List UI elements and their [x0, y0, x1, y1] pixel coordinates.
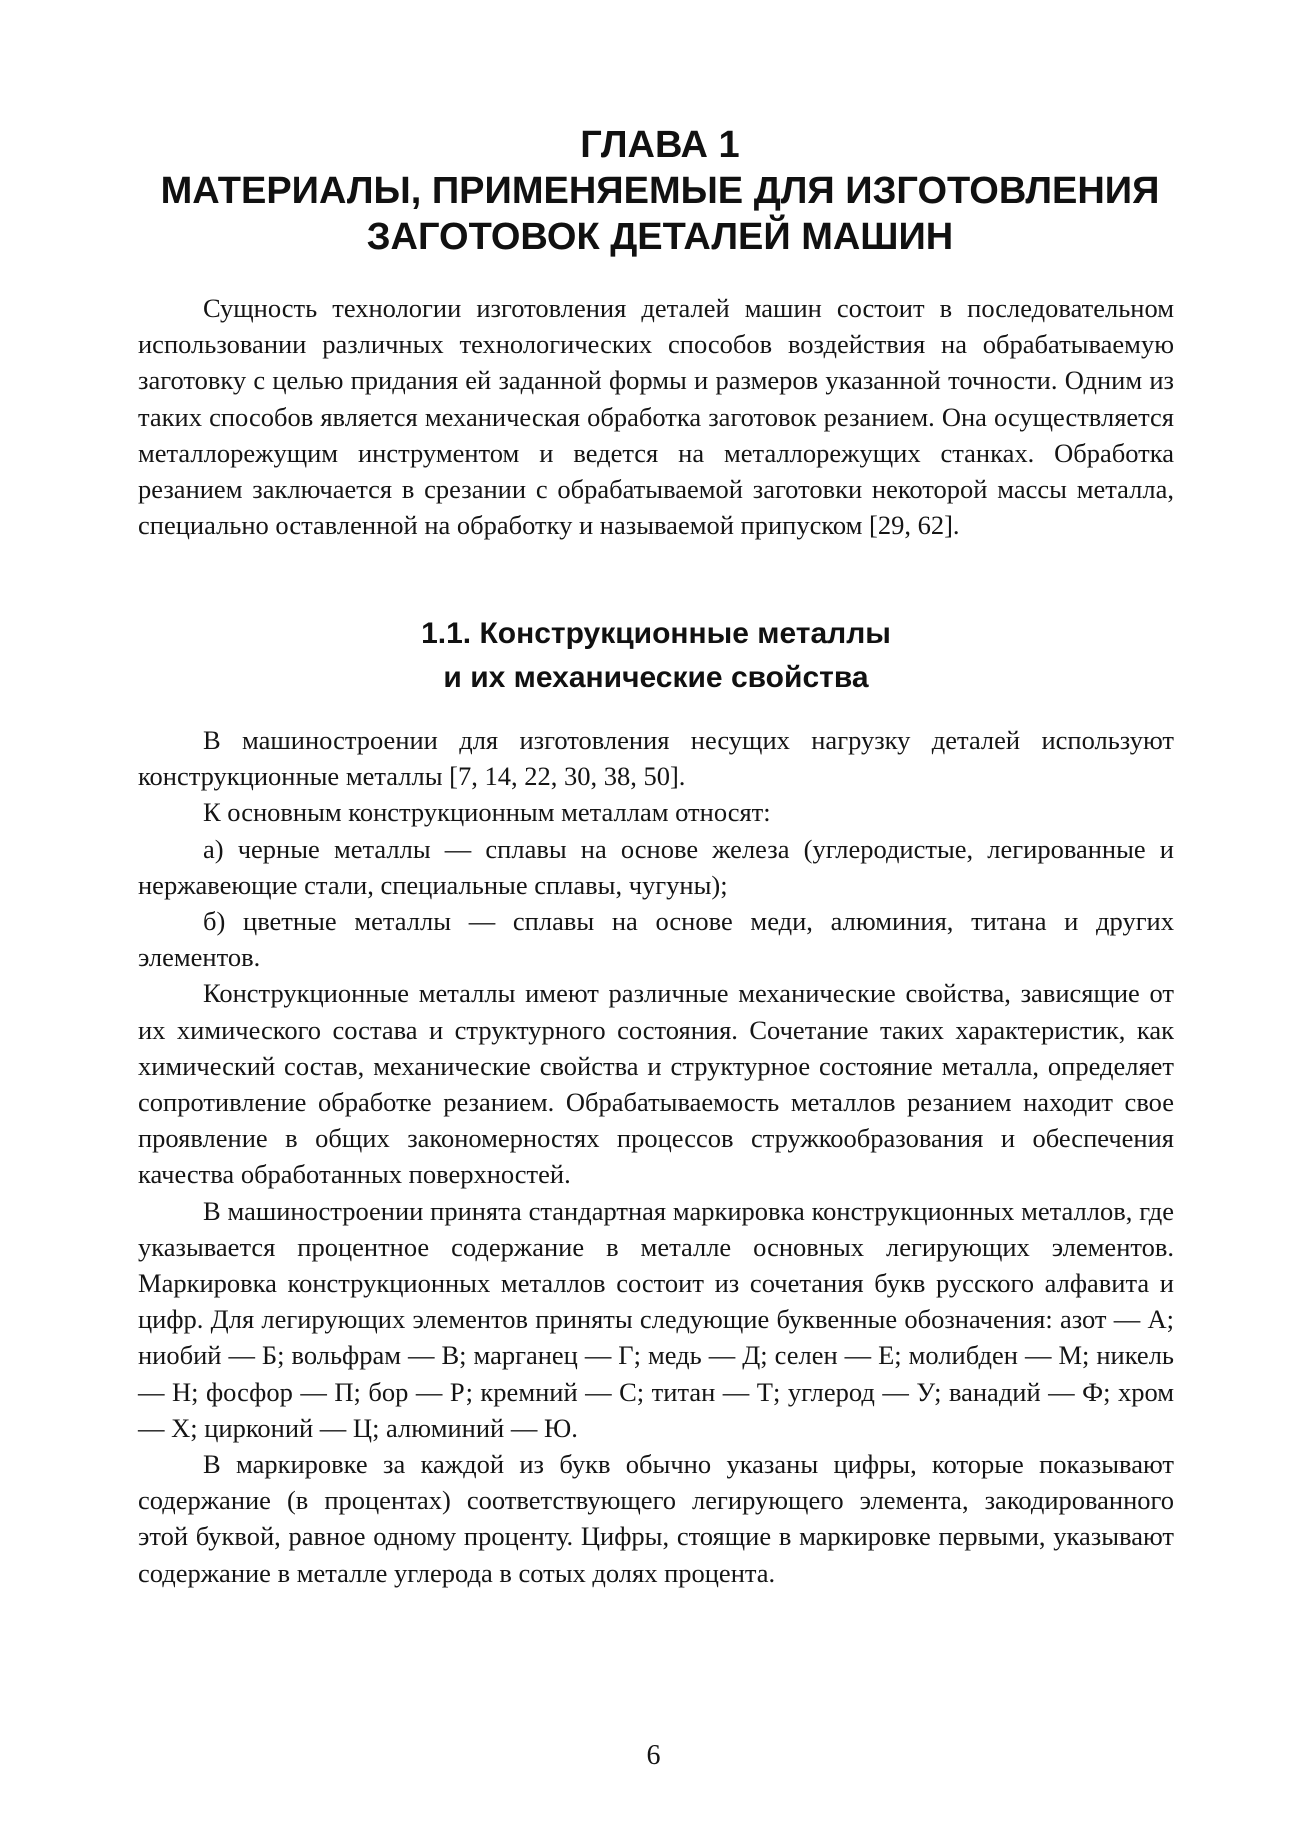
paragraph-mechanical-properties: Конструкционные металлы имеют различные механические свойства, зависящие от их химического состава и структурного состояния. Сочетание таких характеристик, как химический состав, механические свойства и структурное состояние металла, определяет сопротивление обработке резанием. Обрабатываемость металлов резанием находит свое проявление в общих закономерностях процессов стружкообразования и обеспечения качества обработанных поверхностей.	[138, 978, 1174, 1190]
intro-paragraph: Сущность технологии изготовления деталей машин состоит в последовательном использовании различных технологических способов воздействия на обрабатываемую заготовку с целью придания ей заданной формы и размеров указанной точности. Одним из таких способов является механическая обработка заготовок резанием. Она осуществляется металлорежущим инструментом и ведется на металлорежущих станках. Обработка резанием заключается в срезании с обрабатываемой заготовки некоторой массы металла, специально оставленной на обработку и называемой припуском [29, 62].	[138, 293, 1174, 541]
chapter-title-line-2: ЗАГОТОВОК ДЕТАЛЕЙ МАШИН	[366, 216, 954, 258]
paragraph-marking-letters: В машиностроении принята стандартная маркировка конструкционных металлов, где указывается процентное содержание в металле основных легирующих элементов. Маркировка конструкционных металлов состоит из сочетания букв русского алфавита и цифр. Для легирующих элементов приняты следующие буквенные обозначения: азот — А; ниобий — Б; вольфрам — В; марганец — Г; медь — Д; селен — Е; молибден — М; никель — Н; фосфор — П; бор — Р; кремний — С; титан — Т; углерод — У; ванадий — Ф; хром — Х; цирконий — Ц; алюминий — Ю.	[138, 1195, 1174, 1443]
paragraph-metals-groups-intro: К основным конструкционным металлам относят:	[203, 797, 771, 828]
list-item-nonferrous-metals: б) цветные металлы — сплавы на основе меди, алюминия, титана и других элементов.	[138, 906, 1174, 973]
page-number: 6	[646, 1740, 661, 1771]
section-title-line-1: 1.1. Конструкционные металлы	[421, 617, 891, 650]
paragraph-metals-usage: В машиностроении для изготовления несущих нагрузку деталей используют конструкционные металлы [7, 14, 22, 30, 38, 50].	[138, 725, 1174, 792]
chapter-label: ГЛАВА 1	[580, 124, 740, 166]
list-item-ferrous-metals: а) черные металлы — сплавы на основе железа (углеродистые, легированные и нержавеющие стали, специальные сплавы, чугуны);	[138, 833, 1174, 900]
intro-block	[138, 290, 1174, 543]
paragraph-marking-digits: В маркировке за каждой из букв обычно указаны цифры, которые показывают содержание (в процентах) соответствующего легирующего элемента, закодированного этой буквой, равное одному проценту. Цифры, стоящие в маркировке первыми, указывают содержание в металле углерода в сотых долях процента.	[138, 1449, 1174, 1588]
section-heading	[138, 612, 1174, 700]
section-title-line-2: и их механические свойства	[443, 661, 869, 694]
chapter-title-line-1: МАТЕРИАЛЫ, ПРИМЕНЯЕМЫЕ ДЛЯ ИЗГОТОВЛЕНИЯ	[160, 170, 1160, 212]
section-body	[138, 722, 1174, 1591]
chapter-heading	[120, 122, 1200, 260]
